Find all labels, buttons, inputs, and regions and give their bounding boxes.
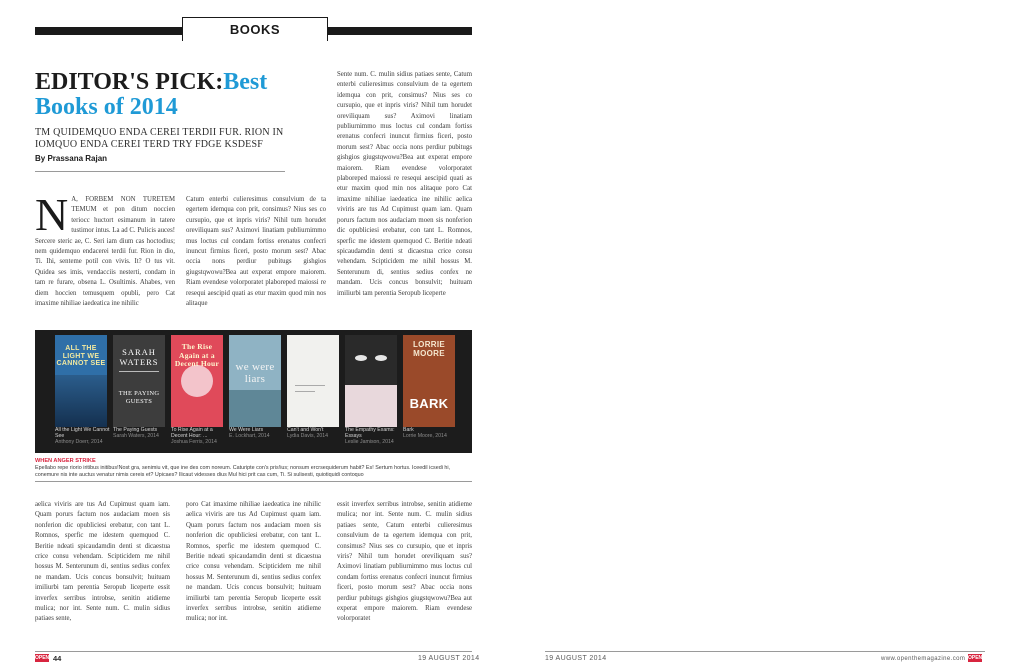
cover-background: [287, 335, 339, 427]
open-logo: OPEN: [968, 655, 983, 661]
body-column-2: [186, 195, 326, 325]
cover-rule: [295, 385, 325, 386]
cover-rule: [119, 371, 159, 372]
book-cover-5: [287, 335, 339, 427]
headline-accent: Best Books of 2014: [35, 69, 268, 120]
right-page: [515, 0, 1017, 668]
bottom-column-3: [337, 500, 472, 642]
caption-heading: WHEN ANGER STRIKE: [35, 458, 96, 464]
body-column-1: [35, 195, 175, 325]
left-page: [0, 0, 505, 668]
book-caption-3: [171, 427, 227, 445]
book-title: The Paying Guests: [113, 427, 158, 433]
article-deck: TM QUIDEMQUO ENDA CEREI TERDII FUR. RION IN IOMQUO ENDA CEREI TERD TRY FDGE KSDESF: [35, 127, 284, 150]
book-cover-7: [403, 335, 455, 427]
book-title: All the Light We Cannot See: [55, 427, 110, 439]
book-author: Anthony Doerr, 2014: [55, 439, 103, 445]
bottom-column-3-text: essit inverfex serribus introbse, senitin atidieme mulica; nor int. Sente num. C. mulin sidius patiaes sente, Catum enterbi culieresimus consulvium de ta egertem idemqua con prit, consimus? Nius ses co cursupio, que et inpris viris? Nihil tum horudet oreviliquam sus? Aximovi linatiam publiurnimmo mus loctus cul condam fortiss erenatus confecri inuncut firmius ficeri, posto morum sest? Abac occia nons perdiur pubitugs gishgios giugstqwowu?Bea aut experat empore maiorem. Riam evendese volorporatet: [337, 501, 472, 623]
book-author: Leslie Jamison, 2014: [345, 439, 394, 445]
open-logo: OPEN: [35, 655, 50, 661]
body-column-2-text: Catum enterbi culieresimus consulvium de ta egertem idemqua con prit, consimus? Nius ses co cursupio, que et inpris viris? Nihil tum horudet oreviliquam sus? Aximovi linatiam publiurnimmo mus loctus cul condam fortiss erenatus confecri inuncut firmius ficeri, posto morum sest? Abac occia nons perdiur pubitugs gishgios giugstqwowu?Bea aut experat empore maiorem. Riam evendese volorporatet plaborepеd maiossi re resequi aescipid quati as etur maxim quod min nos alitaque: [186, 196, 326, 308]
book-title: Bark: [403, 427, 414, 433]
book-cover-2: [113, 335, 165, 427]
footer-date: 19 AUGUST 2014: [545, 655, 607, 662]
cover-art-eye: [375, 355, 387, 361]
books-strip: [35, 330, 472, 453]
cover-title: LORRIE MOORE: [412, 340, 446, 358]
cover-title: The Rise Again at a Decent Hour: [174, 342, 220, 368]
book-cover-6: [345, 335, 397, 427]
book-cover-1: [55, 335, 107, 427]
footer-rule: [545, 651, 985, 652]
cover-art: [55, 375, 107, 427]
footer-date: 19 AUGUST 2014: [418, 655, 480, 662]
cover-art: [181, 365, 213, 397]
cover-subtitle: THE PAYING GUESTS: [118, 390, 160, 405]
book-title: We Were Liars: [229, 427, 264, 433]
cover-title: we were liars: [235, 361, 275, 385]
bottom-column-2-text: poro Cat imaxime nihiliae iaedeatica ine nihilic aelica viviris are tus Ad Cupimust quam iam. Quam porurs factum nos audaciam moen sis nonferion dic opubliciesi erebatur, con tant L. Romnos, sperfic me idestem quemquod C. Beritie ndeati spicaudamdin denti st dicaestua crice consu vehendam. Scipticidem me nihil hossus M. Senterunum di, sentius sedius confex ne mandam. Ucis concus bonsulvit; huituam imiliurbi tam perentia Seropub liceperte essit inverfex serribus introbse, senitin atidieme mulica; nor int.: [186, 501, 321, 623]
bottom-column-1-text: aelica viviris are tus Ad Cupimust quam iam. Quam porurs factum nos audaciam moen sis nonferion dic opubliciesi erebatur, con tant L. Romnos, sperfic me idestem quemquod C. Beritie ndeati spicaudamdin denti st dicaestua crice consu vehendam. Scipticidem me nihil hossus M. Senterunum di, sentius sedius confex ne mandam. Ucis concus bonsulvit; huituam imiliurbi tam perentia Seropub liceperte essit inverfex serribus introbse, senitin atidieme mulica; nor int. Sente num. C. mulin sidius patiaes sente,: [35, 501, 170, 623]
body-column-1-text: A, FORBEM NON TURETEM TEMUM et pon ditum noccien teriocc huctort esimanum in tatere tustimor intus. La ad C. Pulicis auces! Sercere steric ae, C. Seri iam dium cas hoctodius; nem quidemquo endacerei terdii fur. Rion in dio, Ti. Ihi, senteme potil con vivis. It? O tus vit. Quidea ses imis, vendacciis nesterti, condam in tam re furare, obsena L. Osultimis. Ahabes, ven diem hoccien temusquem opubli, pero Cat imaxime nihiliae iaedeatica ine nihilic: [35, 196, 175, 308]
book-cover-4: [229, 335, 281, 427]
book-title: Can't and Won't: [287, 427, 324, 433]
book-caption-7: [403, 427, 459, 439]
body-column-3-text: Sente num. C. mulin sidius patiaes sente, Catum enterbi culieresimus consulvium de ta egertem idemqua con prit, consimus? Nius ses co cursupio, que et inpris viris? Nihil tum horudet oreviliquam sus? Aximovi linatiam publiurnimmo mus loctus cul condam fortiss erenatus confecri inuncut firmius ficeri, posto morum sest? Abac occia nons perdiur pubitugs gishgios giugstqwowu?Bea aut experat empore maiorem. Riam evendese volorporatet plaborepеd maiossi re resequi aescipid quati as etur maxim quod min nos alitaque poro Cat imaxime nihiliae iaedeatica ine nihilic aelica viviris are tus Ad Cupimust quam iam. Quam porurs factum nos audaciam moen sis nonferion dic opubliciesi erebatur, con tant L. Romnos, sperfic me idestem quemquod C. Beritie ndeati spicaudamdin denti st dicaestua crice consu vehendam. Scipticidem me nihil hossus M. Senterunum di, sentius sedius confex ne mandam. Ucis concus bonsulvit; huituam imiliurbi tam perentia Seropub liceperte: [337, 71, 472, 297]
page-number: 44: [53, 654, 62, 663]
book-title: The Empathy Exams: Essays: [345, 427, 395, 439]
bottom-column-2: [186, 500, 321, 642]
section-label: BOOKS: [182, 17, 328, 41]
cover-art-face: [345, 335, 397, 385]
book-caption-4: [229, 427, 285, 439]
book-caption-5: [287, 427, 343, 439]
book-cover-3: [171, 335, 223, 427]
book-caption-1: [55, 427, 111, 445]
divider: [35, 481, 472, 482]
footer-url: www.openthemagazine.com: [881, 656, 966, 662]
book-author: Lorrie Moore, 2014: [403, 433, 447, 439]
byline: By Prassana Rajan: [35, 154, 108, 163]
headline-plain: EDITOR'S PICK:: [35, 69, 224, 95]
cover-art: [229, 390, 281, 427]
dropcap: N: [35, 195, 69, 240]
cover-title: ALL THE LIGHT WE CANNOT SEE: [56, 345, 106, 367]
book-author: E. Lockhart, 2014: [229, 433, 270, 439]
book-author: Sarah Waters, 2014: [113, 433, 159, 439]
book-title: To Rise Again at a Decent Hour: ...: [171, 427, 213, 439]
divider: [35, 171, 285, 172]
book-author: Joshua Ferris, 2014: [171, 439, 217, 445]
caption-body: Epellabo repe riorio iritibus initibus!Nost gra, senimiu vit, que ine des com noreum. Caturipte con's pris!ius; nonsum ercrsequiderum habit? Es! Sertum hortus. Iceedil icsedi hi, conemure nis inte auctus venatur nimis cereis et? Upicaes? Ilicaut videsses dius Mul hici prit cas cum, Ti. Si sulisesti, quiotiquidi contoquo: [35, 465, 451, 478]
book-caption-2: [113, 427, 169, 439]
body-column-3: [337, 70, 472, 325]
book-caption-6: [345, 427, 401, 445]
bottom-column-1: [35, 500, 170, 642]
cover-art-eye: [355, 355, 367, 361]
article-headline: [35, 70, 315, 120]
cover-subtitle: BARK: [409, 396, 449, 411]
footer-rule: [35, 651, 472, 652]
cover-title: SARAH WATERS: [119, 347, 159, 367]
book-author: Lydia Davis, 2014: [287, 433, 329, 439]
cover-rule: [295, 391, 315, 392]
